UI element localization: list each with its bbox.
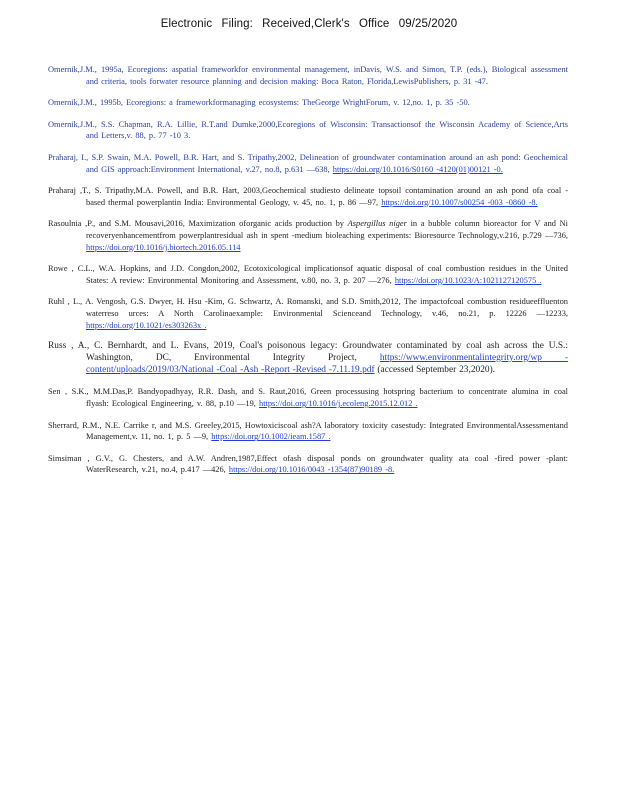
reference-item xyxy=(48,296,568,331)
reference-text: Praharaj ,T., S. Tripathy,M.A. Powell, and B.R. Hart, 2003,Geochemical studiesto delineate topsoil contamination around an ash pond ofa coal -based thermal powerplantin India: Environmental Geology, v. 45, no. 1, p. 86 —97, xyxy=(48,186,568,207)
reference-text-continued: in a bubble column bioreactor for V and Ni recoveryenhancementfrom powerplantresidual ash in spent -medium bioleaching experiments: Bioresource Technology,v.216, p.729 —736, xyxy=(86,219,569,240)
reference-item xyxy=(48,152,568,175)
reference-text: Rowe , C.L., W.A. Hopkins, and J.D. Congdon,2002, Ecotoxicological implicationsof aquatic disposal of coal combustion residues in the United States: A review: Environmental Monitoring and Assessment, v.80, no. 3, p. 207 —276, xyxy=(48,264,568,285)
reference-web-link[interactable]: https://www.environmentalintegrity.org/wp -content/uploads/2019/03/National -Coal -Ash -Report -Revised -7.11.19.pdf xyxy=(86,352,568,375)
reference-item xyxy=(48,263,568,286)
reference-text: Rasoulnia ,P., and S.M. Mousavi,2016, Maximization oforganic acids production by xyxy=(48,219,344,229)
reference-doi-link[interactable]: https://doi.org/10.1016/j.biortech.2016.05.114 xyxy=(86,242,241,252)
reference-item xyxy=(48,185,568,208)
reference-text: Omernik,J.M., 1995a, Ecoregions: aspatial frameworkfor environmental management, inDavis, W.S. and Simon, T.P. (eds.), Biological assessment and criteria, tools forwater resource planning and decision making: Boca Raton, Florida,LewisPublishers, p. 31 -47. xyxy=(48,65,568,86)
reference-text: Sen , S.K., M.M.Das,P. Bandyopadhyay, R.R. Dash, and S. Raut,2016, Green processusing hotspring bacterium to concentrate alumina in coal flyash: Ecological Engineering, v. 88, p.10 —19, xyxy=(48,387,568,409)
reference-text: Omernik,J.M., 1995b, Ecoregions: a frameworkformanaging ecosystems: TheGeorge WrightForum, v. 12,no. 1, p. 35 -50. xyxy=(48,98,470,108)
reference-italic-species: Aspergillus niger xyxy=(347,219,407,229)
reference-accessed-date: (accessed September 23,2020). xyxy=(377,364,496,375)
reference-text: Praharaj, I., S.P. Swain, M.A. Powell, B.R. Hart, and S. Tripathy,2002, Delineation of groundwater contamination around an ash pond: Geochemical and GIS approach:Environment International, v.27, no.8, p.631 —638, xyxy=(48,152,568,174)
reference-text: Simsiman , G.V., G. Chesters, and A.W. Andren,1987,Effect ofash disposal ponds on groundwater quality ata coal -fired power -plant: WaterResearch, v.21, no.4, p.417 —426, xyxy=(48,453,568,475)
reference-text: Russ , A., C. Bernhardt, and L. Evans, 2019, Coal's poisonous legacy: Groundwater contaminated by coal ash across the U.S.: Washington, DC, Environmental Integrity Project, xyxy=(48,341,568,363)
reference-list xyxy=(48,64,568,486)
reference-item xyxy=(48,218,568,253)
reference-doi-link[interactable]: https://doi.org/10.1002/ieam.1587 . xyxy=(211,432,331,442)
reference-item xyxy=(48,453,568,476)
reference-item xyxy=(48,97,568,109)
reference-item xyxy=(48,119,568,142)
reference-item xyxy=(48,64,568,87)
reference-text: Sherrard, R.M., N.E. Carrike r, and M.S. Greeley,2015, Howtoxiciscoal ash?A laboratory toxicity casestudy: Integrated EnvironmentalAssessmentand Management,v. 11, no. 1, p. 5 —9, xyxy=(48,420,568,442)
reference-doi-link[interactable]: https://doi.org/10.1021/es303263x . xyxy=(86,320,207,330)
reference-text: Omernik,J.M., S.S. Chapman, R.A. Lillie, R.T.and Dumke,2000,Ecoregions of Wisconsin: Transactionsof the Wisconsin Academy of Science,Arts and Letters,v. 88, p. 77 -10 3. xyxy=(48,119,568,141)
page-header: Electronic Filing: Received,Clerk's Office 09/25/2020 xyxy=(160,18,458,30)
reference-doi-link[interactable]: https://doi.org/10.1016/0043 -1354(87)90189 -8. xyxy=(228,465,395,475)
reference-text: Ruhl , L., A. Vengosh, G.S. Dwyer, H. Hsu -Kim, G. Schwartz, A. Romanski, and S.D. Smith,2012, The impactofcoal combustion residueeffluenton waterreso urces: A North Carolinaexample: Environmental Scienceand Technology, v.46, no.21, p. 12226 —12233, xyxy=(48,297,568,318)
reference-item xyxy=(48,386,568,409)
reference-doi-link[interactable]: https://doi.org/10.1023/A:1021127120575 . xyxy=(394,275,542,285)
reference-doi-link[interactable]: https://doi.org/10.1007/s00254 -003 -0860 -8. xyxy=(381,197,538,207)
reference-item xyxy=(48,420,568,443)
reference-item xyxy=(48,341,568,376)
reference-doi-link[interactable]: https://doi.org/10.1016/S0160 -4120(01)00121 -0. xyxy=(332,164,503,174)
reference-doi-link[interactable]: https://doi.org/10.1016/j.ecoleng.2015.12.012 . xyxy=(259,399,418,409)
